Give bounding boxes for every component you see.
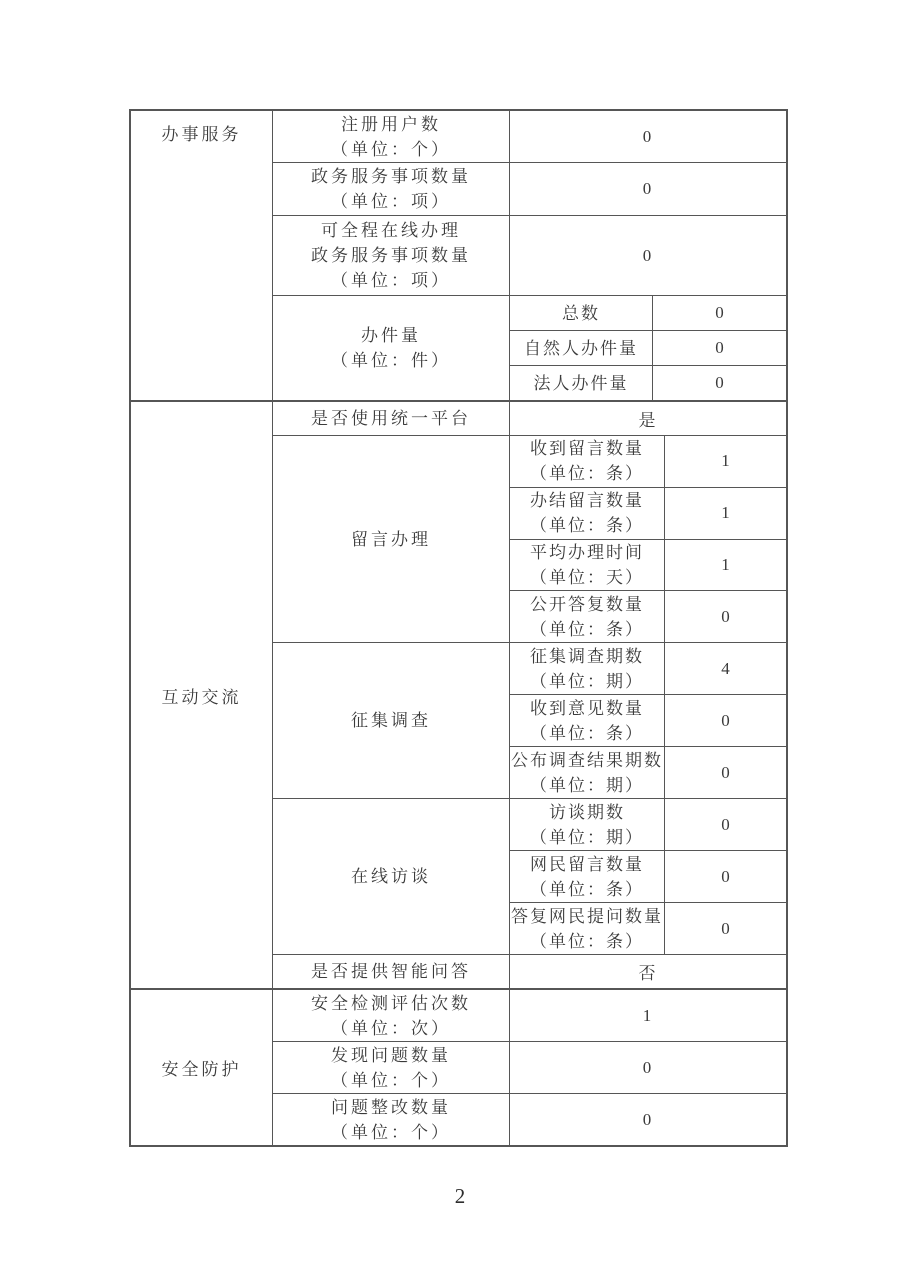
row-label (273, 163, 510, 215)
subrow-value: 0 (715, 373, 724, 392)
subrow-value: 0 (721, 814, 730, 834)
section-anquan-fanghu (131, 988, 786, 1145)
row-label (273, 799, 510, 954)
table-row (273, 954, 786, 988)
subrow-value: 0 (721, 866, 730, 886)
subrow-label (510, 643, 665, 694)
category-cell (131, 111, 273, 400)
table-row (273, 215, 786, 295)
row-label (273, 216, 510, 295)
row-value: 是 (638, 411, 658, 430)
subrow-label-line: 答复网民提问数量 (511, 906, 663, 926)
subrow (510, 694, 786, 746)
table-row (273, 435, 786, 642)
row-label-line: 安全检测评估次数 (311, 993, 471, 1013)
subrow-unit-line: （单位：条） (530, 464, 644, 484)
row-value: 否 (638, 964, 658, 983)
category-cell (131, 402, 273, 988)
subrow-unit-line: （单位：条） (530, 879, 644, 899)
section-hudong-jiaoliu (131, 400, 786, 988)
subrow-label-line: 征集调查期数 (530, 646, 644, 666)
subrow-label (510, 591, 665, 642)
row-value: 0 (642, 245, 654, 265)
category-label: 互动交流 (161, 687, 242, 707)
row-label-line: 发现问题数量 (331, 1045, 451, 1065)
table-row (273, 295, 786, 400)
subrow-unit-line: （单位：期） (530, 827, 644, 847)
row-unit-line: （单位：个） (331, 139, 451, 159)
row-unit-line: （单位：项） (331, 271, 451, 290)
subrow-label (510, 695, 665, 746)
subrow-label-line: 公布调查结果期数 (511, 750, 663, 770)
subrow-unit-line: （单位：条） (530, 723, 644, 743)
subrow-value: 4 (721, 658, 730, 678)
subrow-group (510, 643, 786, 798)
row-label (273, 296, 510, 400)
row-label-line: 是否使用统一平台 (311, 409, 471, 428)
subrow-label-line: 收到意见数量 (530, 698, 644, 718)
report-table (129, 109, 788, 1147)
subrow-group (510, 799, 786, 954)
subrow (510, 436, 786, 487)
subrow-group (510, 296, 786, 400)
table-row (273, 1041, 786, 1093)
row-label-line: 征集调查 (351, 711, 431, 730)
subrow (510, 487, 786, 539)
category-label: 办事服务 (161, 125, 242, 144)
row-label-line: 政务服务事项数量 (311, 246, 471, 265)
subrow (510, 296, 786, 330)
subrow-label (510, 799, 665, 850)
subrow-value: 0 (721, 710, 730, 730)
subrow-label-line: 收到留言数量 (530, 439, 644, 459)
section-body (273, 402, 786, 988)
row-value: 0 (642, 1057, 654, 1077)
subrow-unit-line: （单位：期） (530, 671, 644, 691)
row-label-line: 政务服务事项数量 (311, 167, 471, 186)
subrow-unit-line: （单位：条） (530, 516, 644, 536)
category-label: 安全防护 (161, 1060, 242, 1079)
subrow (510, 746, 786, 798)
subrow-value: 0 (721, 606, 730, 626)
page-number: 2 (454, 1184, 466, 1208)
row-label (273, 111, 510, 162)
subrow-value: 0 (715, 303, 724, 322)
row-value: 1 (642, 1005, 654, 1025)
subrow-label-line: 总数 (562, 303, 600, 323)
row-value: 0 (642, 1109, 654, 1129)
row-value: 0 (642, 126, 654, 146)
table-row (273, 162, 786, 215)
subrow-label (510, 540, 665, 591)
row-label (273, 1094, 510, 1145)
subrow-label-line: 法人办件量 (533, 373, 629, 393)
row-label (273, 990, 510, 1041)
row-label-line: 在线访谈 (351, 867, 431, 886)
subrow-label-line: 公开答复数量 (530, 594, 644, 614)
subrow (510, 539, 786, 591)
table-row (273, 798, 786, 954)
row-label-line: 问题整改数量 (331, 1097, 451, 1117)
row-label (273, 955, 510, 988)
subrow-value: 1 (721, 554, 730, 574)
subrow-label-line: 平均办理时间 (530, 542, 644, 562)
subrow-unit-line: （单位：天） (530, 567, 644, 587)
table-row (273, 1093, 786, 1145)
subrow (510, 330, 786, 365)
subrow-label-line: 自然人办件量 (524, 338, 638, 358)
subrow-label (510, 903, 665, 954)
subrow-unit-line: （单位：期） (530, 775, 644, 795)
row-label-line: 办件量 (361, 326, 421, 345)
row-label-line: 可全程在线办理 (321, 221, 461, 240)
subrow-group (510, 436, 786, 642)
row-label-line: 注册用户数 (341, 114, 441, 134)
row-unit-line: （单位：个） (331, 1122, 451, 1142)
section-banshi-fuwu (131, 111, 786, 400)
subrow-label (510, 296, 653, 330)
subrow-value: 0 (721, 762, 730, 782)
subrow-unit-line: （单位：条） (530, 931, 644, 951)
subrow-value: 0 (721, 918, 730, 938)
subrow-value: 1 (721, 503, 730, 523)
row-unit-line: （单位：次） (331, 1018, 451, 1038)
table-row (273, 990, 786, 1041)
table-row (273, 402, 786, 435)
row-unit-line: （单位：项） (331, 192, 451, 211)
row-label (273, 436, 510, 642)
row-label-line: 留言办理 (351, 529, 431, 549)
subrow-label (510, 747, 665, 798)
subrow-label (510, 851, 665, 902)
table-row (273, 642, 786, 798)
subrow-value: 0 (715, 338, 724, 357)
subrow-label-line: 网民留言数量 (530, 854, 644, 874)
subrow (510, 902, 786, 954)
subrow-label (510, 366, 653, 400)
section-body (273, 111, 786, 400)
row-unit-line: （单位：个） (331, 1070, 451, 1090)
row-value: 0 (642, 179, 654, 198)
subrow (510, 643, 786, 694)
subrow-label (510, 331, 653, 365)
row-label (273, 643, 510, 798)
row-label-line: 是否提供智能问答 (311, 962, 471, 981)
table-row (273, 111, 786, 162)
subrow (510, 590, 786, 642)
subrow (510, 365, 786, 400)
subrow-unit-line: （单位：条） (530, 619, 644, 639)
subrow (510, 850, 786, 902)
row-unit-line: （单位：件） (331, 351, 451, 370)
row-label (273, 1042, 510, 1093)
section-body (273, 990, 786, 1145)
subrow (510, 799, 786, 850)
subrow-label-line: 办结留言数量 (530, 491, 644, 511)
subrow-label (510, 436, 665, 487)
subrow-label-line: 访谈期数 (549, 802, 625, 822)
category-cell (131, 990, 273, 1145)
row-label (273, 402, 510, 435)
subrow-label (510, 488, 665, 539)
subrow-value: 1 (721, 451, 730, 471)
